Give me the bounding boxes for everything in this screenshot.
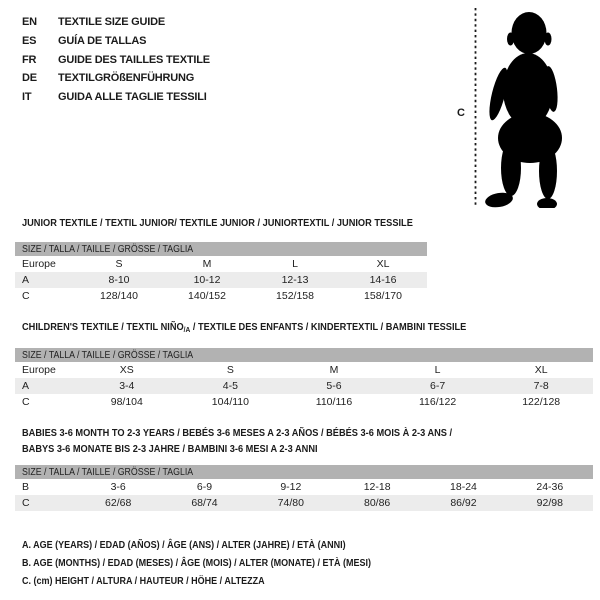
height-cell: 158/170 — [364, 290, 402, 302]
age-cell: 24-36 — [536, 481, 564, 493]
row-label: C — [22, 290, 30, 302]
height-cell: 86/92 — [450, 497, 477, 509]
size-header-bar — [15, 465, 593, 479]
height-cell: 80/86 — [364, 497, 391, 509]
size-header-label: SIZE / TALLA / TAILLE / GRÖSSE / TAGLIA — [22, 466, 194, 478]
age-cell: 7-8 — [533, 380, 549, 392]
row-label: A — [22, 380, 30, 392]
age-cell: 12-18 — [363, 481, 391, 493]
children-title-post: / TEXTILE DES ENFANTS / KINDERTEXTIL / BAMBINI TESSILE — [190, 321, 467, 333]
junior-section-title: JUNIOR TEXTILE / TEXTIL JUNIOR/ TEXTILE JUNIOR / JUNIORTEXTIL / JUNIOR TESSILE — [22, 217, 413, 229]
age-cell: 3-6 — [110, 481, 126, 493]
size-cell: S — [226, 364, 234, 376]
row-label: A — [22, 274, 30, 286]
lang-row-it — [22, 88, 210, 107]
babies-title-line1: BABIES 3-6 MONTH TO 2-3 YEARS / BEBÉS 3-6 MESES A 2-3 AÑOS / BÉBÉS 3-6 MOIS À 2-3 ANS / — [22, 427, 453, 439]
legend-note-b: B. AGE (MONTHS) / EDAD (MESES) / ÂGE (MOIS) / ALTER (MONATE) / ETÀ (MESI) — [22, 558, 371, 569]
table-row — [15, 288, 427, 304]
table-row — [15, 256, 427, 272]
size-cell: L — [434, 364, 441, 376]
row-label: Europe — [22, 364, 56, 376]
size-cell: XL — [534, 364, 548, 376]
children-size-table — [15, 348, 593, 410]
age-cell: 9-12 — [280, 481, 302, 493]
height-cell: 152/158 — [276, 290, 314, 302]
table-row — [15, 378, 593, 394]
height-cell: 128/140 — [100, 290, 138, 302]
lang-label: TEXTILGRÖßENFÜHRUNG — [58, 72, 195, 85]
height-cell: 140/152 — [188, 290, 226, 302]
size-cell: M — [202, 258, 212, 270]
size-header-bar — [15, 348, 593, 362]
table-row — [15, 394, 593, 410]
language-list — [22, 13, 210, 106]
size-header-label: SIZE / TALLA / TAILLE / GRÖSSE / TAGLIA — [22, 243, 194, 255]
children-section-title — [22, 321, 466, 336]
age-cell: 6-9 — [196, 481, 213, 493]
age-cell: 6-7 — [429, 380, 446, 392]
height-cell: 62/68 — [105, 497, 132, 509]
row-label: B — [22, 481, 30, 493]
lang-label: GUIDA ALLE TAGLIE TESSILI — [58, 91, 207, 104]
children-title-pre: CHILDREN'S TEXTILE / TEXTIL NIÑO — [22, 321, 184, 333]
height-cell: 98/104 — [110, 396, 143, 408]
baby-silhouette-icon — [474, 6, 567, 208]
junior-size-table — [15, 242, 427, 304]
height-cell: 122/128 — [522, 396, 561, 408]
babies-title-line2: BABYS 3-6 MONATE BIS 2-3 JAHRE / BAMBINI 3-6 MESI A 2-3 ANNI — [22, 443, 318, 455]
lang-row-de — [22, 69, 210, 88]
age-cell: 14-16 — [369, 274, 397, 286]
age-cell: 4-5 — [222, 380, 238, 392]
height-measure-label: C — [457, 107, 465, 119]
lang-label: GUIDE DES TAILLES TEXTILE — [58, 53, 210, 66]
age-cell: 18-24 — [450, 481, 477, 493]
size-header-bar — [15, 242, 427, 256]
height-cell: 110/116 — [315, 396, 353, 408]
size-cell: M — [329, 364, 339, 376]
height-cell: 116/122 — [418, 396, 457, 408]
table-row — [15, 495, 593, 511]
legend-note-c: C. (cm) HEIGHT / ALTURA / HAUTEUR / HÖHE / ALTEZZA — [22, 576, 265, 587]
size-header-label: SIZE / TALLA / TAILLE / GRÖSSE / TAGLIA — [22, 349, 194, 361]
age-cell: 5-6 — [326, 380, 342, 392]
children-title-sub: /A — [183, 325, 191, 334]
babies-size-table — [15, 465, 593, 511]
legend-note-a: A. AGE (YEARS) / EDAD (AÑOS) / ÂGE (ANS) / ALTER (JAHRE) / ETÀ (ANNI) — [22, 540, 346, 551]
height-cell: 74/80 — [277, 497, 304, 509]
lang-code: ES — [22, 35, 37, 48]
height-cell: 104/110 — [211, 396, 249, 408]
lang-row-en — [22, 13, 210, 32]
lang-code: DE — [22, 72, 37, 85]
lang-row-es — [22, 32, 210, 51]
size-cell: L — [292, 258, 298, 270]
lang-label: TEXTILE SIZE GUIDE — [58, 16, 166, 29]
lang-row-fr — [22, 50, 210, 69]
size-cell: XL — [376, 258, 390, 270]
table-row — [15, 362, 593, 378]
lang-code: IT — [22, 91, 32, 104]
age-cell: 3-4 — [119, 380, 135, 392]
lang-code: FR — [22, 53, 37, 66]
size-cell: S — [115, 258, 123, 270]
size-cell: XS — [119, 364, 134, 376]
babies-section-title — [22, 425, 452, 457]
lang-label: GUÍA DE TALLAS — [58, 35, 147, 48]
row-label: Europe — [22, 258, 56, 270]
table-row — [15, 272, 427, 288]
height-cell: 68/74 — [191, 497, 218, 509]
table-row — [15, 479, 593, 495]
row-label: C — [22, 396, 30, 408]
lang-code: EN — [22, 16, 37, 29]
baby-silhouette — [484, 12, 562, 208]
row-label: C — [22, 497, 30, 509]
age-cell: 12-13 — [281, 274, 309, 286]
height-cell: 92/98 — [536, 497, 563, 509]
age-cell: 8-10 — [108, 274, 130, 286]
legend-notes — [22, 537, 410, 591]
age-cell: 10-12 — [193, 274, 221, 286]
